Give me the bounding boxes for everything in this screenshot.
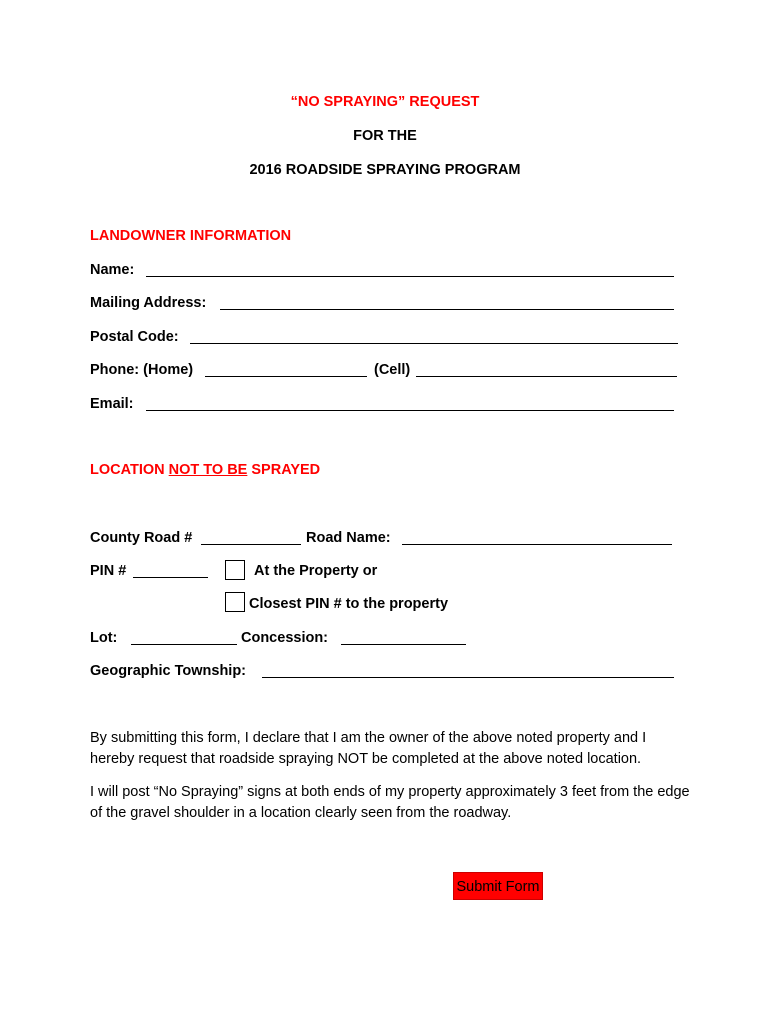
closest-pin-label: Closest PIN # to the property [249,596,449,612]
geographic-township-field[interactable] [262,677,674,678]
phone-cell-field[interactable] [416,376,677,377]
lot-label: Lot: [90,630,118,646]
road-name-field[interactable] [402,544,672,545]
county-road-label: County Road # [90,530,193,546]
lot-field[interactable] [131,644,237,645]
at-property-checkbox[interactable] [225,560,245,580]
phone-cell-label: (Cell) [374,362,411,378]
postal-code-label: Postal Code: [90,329,179,345]
email-field[interactable] [146,410,674,411]
road-name-label: Road Name: [306,530,391,546]
phone-home-field[interactable] [205,376,367,377]
location-heading-pre: LOCATION [90,462,169,478]
postal-code-field[interactable] [190,343,678,344]
form-title: “NO SPRAYING” REQUEST [290,94,480,110]
at-property-label: At the Property or [254,563,378,579]
declaration-paragraph: By submitting this form, I declare that I am the owner of the above noted property and I hereby request that roadside spraying NOT be completed at the above noted location. [90,730,647,767]
location-heading [90,462,320,478]
location-heading-underlined: NOT TO BE [168,462,248,478]
name-field[interactable] [146,276,674,277]
closest-pin-checkbox[interactable] [225,592,245,612]
mailing-address-label: Mailing Address: [90,295,207,311]
pin-label: PIN # [90,563,127,579]
email-label: Email: [90,396,134,412]
location-heading-post: SPRAYED [247,462,321,478]
landowner-heading: LANDOWNER INFORMATION [90,228,292,244]
pin-field[interactable] [133,577,208,578]
form-subtitle-program: 2016 ROADSIDE SPRAYING PROGRAM [249,162,521,178]
mailing-address-field[interactable] [220,309,674,310]
concession-label: Concession: [241,630,329,646]
concession-field[interactable] [341,644,466,645]
signage-paragraph: I will post “No Spraying” signs at both ends of my property approximately 3 feet from the edge of the gravel shoulder in a location clearly seen from the roadway. [90,784,690,821]
form-subtitle-for-the: FOR THE [353,128,417,144]
geographic-township-label: Geographic Township: [90,663,247,679]
submit-form-button[interactable]: Submit Form [453,872,543,900]
name-label: Name: [90,262,135,278]
phone-home-label: Phone: (Home) [90,362,194,378]
county-road-field[interactable] [201,544,301,545]
